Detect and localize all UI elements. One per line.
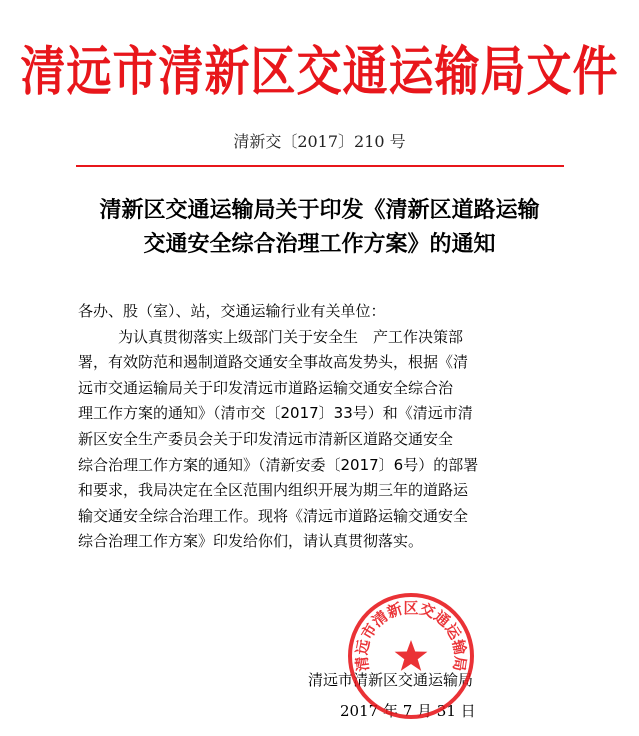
issue-date: 2017 年 7 月 31 日 (340, 702, 476, 720)
notice-title (40, 193, 599, 261)
body-line: 综合治理工作方案》印发给你们，请认真贯彻落实。 (78, 532, 424, 551)
body-line: 为认真贯彻落实上级部门关于安全生 产工作决策部 (118, 327, 464, 346)
body-line: 输交通安全综合治理工作。现将《清远市道路运输交通安全 (78, 506, 469, 525)
notice-title-line: 交通安全综合治理工作方案》的通知 (143, 231, 496, 257)
notice-title-line: 清新区交通运输局关于印发《清新区道路运输 (99, 197, 540, 223)
body-line: 和要求，我局决定在全区范围内组织开展为期三年的道路运 (78, 481, 469, 500)
body-line: 综合治理工作方案的通知》（清新安委〔2017〕6号）的部署 (78, 455, 479, 474)
official-seal (345, 590, 477, 722)
document-number: 清新交〔2017〕210 号 (233, 132, 406, 151)
document-header-title: 清远市清新区交通运输局文件 (20, 39, 619, 103)
salutation: 各办、股（室）、站，交通运输行业有关单位： (78, 302, 386, 320)
body-line: 新区安全生产委员会关于印发清远市清新区道路交通安全 (78, 429, 454, 448)
seal-star-icon (395, 640, 428, 671)
body-line: 署，有效防范和遏制道路交通安全事故高发势头，根据《清 (78, 353, 469, 372)
body-line: 远市交通运输局关于印发清远市道路运输交通安全综合治 (78, 378, 454, 397)
red-divider-line (76, 165, 564, 167)
issuer-signature: 清远市清新区交通运输局 (308, 671, 474, 689)
seal-text: 清远市清新区交通运输局 (352, 598, 470, 673)
notice-body (78, 299, 568, 555)
body-line: 理工作方案的通知》（清市交〔2017〕33号）和《清远市清 (78, 404, 473, 423)
